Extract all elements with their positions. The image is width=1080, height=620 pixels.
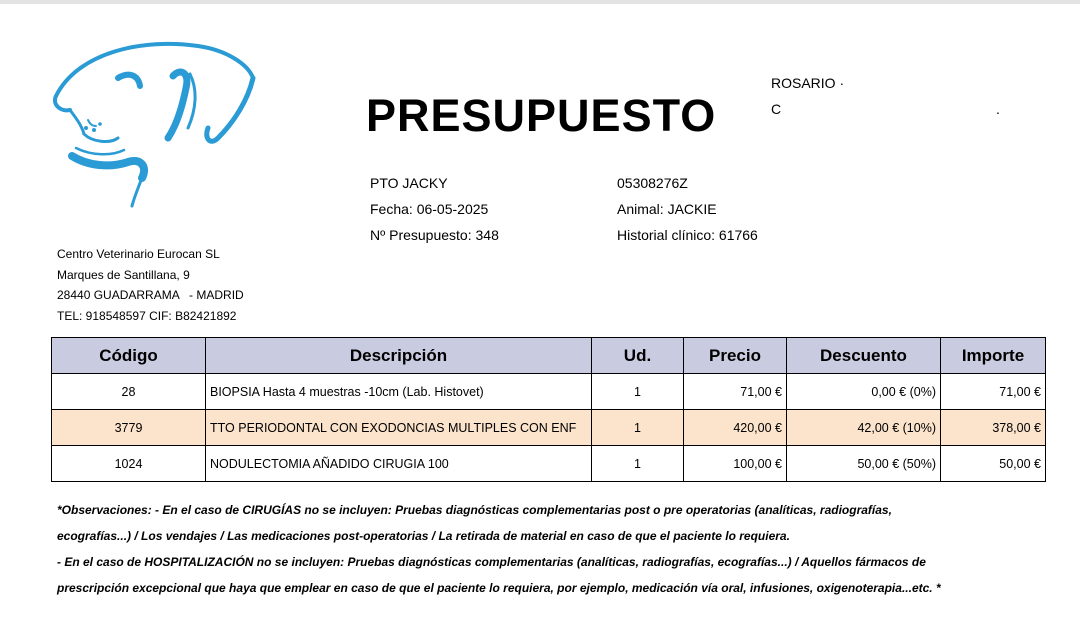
- budget-info-left: [370, 170, 499, 248]
- cell-ud: 1: [592, 374, 684, 410]
- cell-descuento: 0,00 € (0%): [787, 374, 941, 410]
- header-precio: Precio: [684, 338, 787, 374]
- observations-block: [57, 497, 1017, 601]
- cell-codigo: 1024: [52, 446, 206, 482]
- clinic-address-block: [57, 244, 244, 326]
- observation-line: prescripción excepcional que haya que emplear en caso de que el paciente lo requiera, por ejemplo, medicación vía oral, infusiones, oxigenoterapia...etc. *: [57, 581, 941, 595]
- top-border: [0, 0, 1080, 4]
- cell-precio: 100,00 €: [684, 446, 787, 482]
- client-trailing-mark: .: [996, 101, 1000, 117]
- client-block: [771, 70, 1000, 126]
- cell-importe: 378,00 €: [941, 410, 1046, 446]
- cell-descripcion: TTO PERIODONTAL CON EXODONCIAS MULTIPLES CON ENF: [206, 410, 592, 446]
- cell-codigo: 3779: [52, 410, 206, 446]
- table-row: [52, 410, 1046, 446]
- header-ud: Ud.: [592, 338, 684, 374]
- client-id: 05308276Z: [617, 175, 688, 191]
- cell-importe: 71,00 €: [941, 374, 1046, 410]
- cell-precio: 71,00 €: [684, 374, 787, 410]
- animal-name: Animal: JACKIE: [617, 201, 717, 217]
- document-title: PRESUPUESTO: [366, 90, 717, 141]
- items-table: [51, 337, 1046, 482]
- cell-descripcion: BIOPSIA Hasta 4 muestras -10cm (Lab. Histovet): [206, 374, 592, 410]
- table-header-row: [52, 338, 1046, 374]
- cell-ud: 1: [592, 446, 684, 482]
- header-descuento: Descuento: [787, 338, 941, 374]
- header-importe: Importe: [941, 338, 1046, 374]
- clinical-history: Historial clínico: 61766: [617, 227, 758, 243]
- client-address: C: [771, 101, 782, 117]
- cell-ud: 1: [592, 410, 684, 446]
- budget-reference: PTO JACKY: [370, 175, 448, 191]
- cell-importe: 50,00 €: [941, 446, 1046, 482]
- table-row: [52, 374, 1046, 410]
- header-codigo: Código: [52, 338, 206, 374]
- client-name: ROSARIO ·: [771, 75, 845, 91]
- budget-info-right: [617, 170, 758, 248]
- clinic-street: Marques de Santillana, 9: [57, 267, 190, 282]
- cell-descripcion: NODULECTOMIA AÑADIDO CIRUGIA 100: [206, 446, 592, 482]
- cell-descuento: 50,00 € (50%): [787, 446, 941, 482]
- cell-precio: 420,00 €: [684, 410, 787, 446]
- clinic-contact: TEL: 918548597 CIF: B82421892: [57, 308, 237, 323]
- budget-date: Fecha: 06-05-2025: [370, 201, 489, 217]
- header-descripcion: Descripción: [206, 338, 592, 374]
- observation-line: *Observaciones: - En el caso de CIRUGÍAS no se incluyen: Pruebas diagnósticas complementarias post o pre operatorias (analíticas, radiografías,: [57, 503, 892, 517]
- cell-descuento: 42,00 € (10%): [787, 410, 941, 446]
- clinic-city: 28440 GUADARRAMA - MADRID: [57, 288, 244, 302]
- budget-number: Nº Presupuesto: 348: [370, 227, 499, 243]
- observation-line: ecografías...) / Los vendajes / Las medicaciones post-operatorias / La retirada de material en caso de que el paciente lo requiera.: [57, 529, 790, 543]
- cell-codigo: 28: [52, 374, 206, 410]
- table-row: [52, 446, 1046, 482]
- dog-logo-icon: [48, 38, 260, 213]
- clinic-name: Centro Veterinario Eurocan SL: [57, 247, 220, 261]
- observation-line: - En el caso de HOSPITALIZACIÓN no se incluyen: Pruebas diagnósticas complementarias (analíticas, radiografías, ecografías...) / Aquellos fármacos de: [57, 555, 926, 569]
